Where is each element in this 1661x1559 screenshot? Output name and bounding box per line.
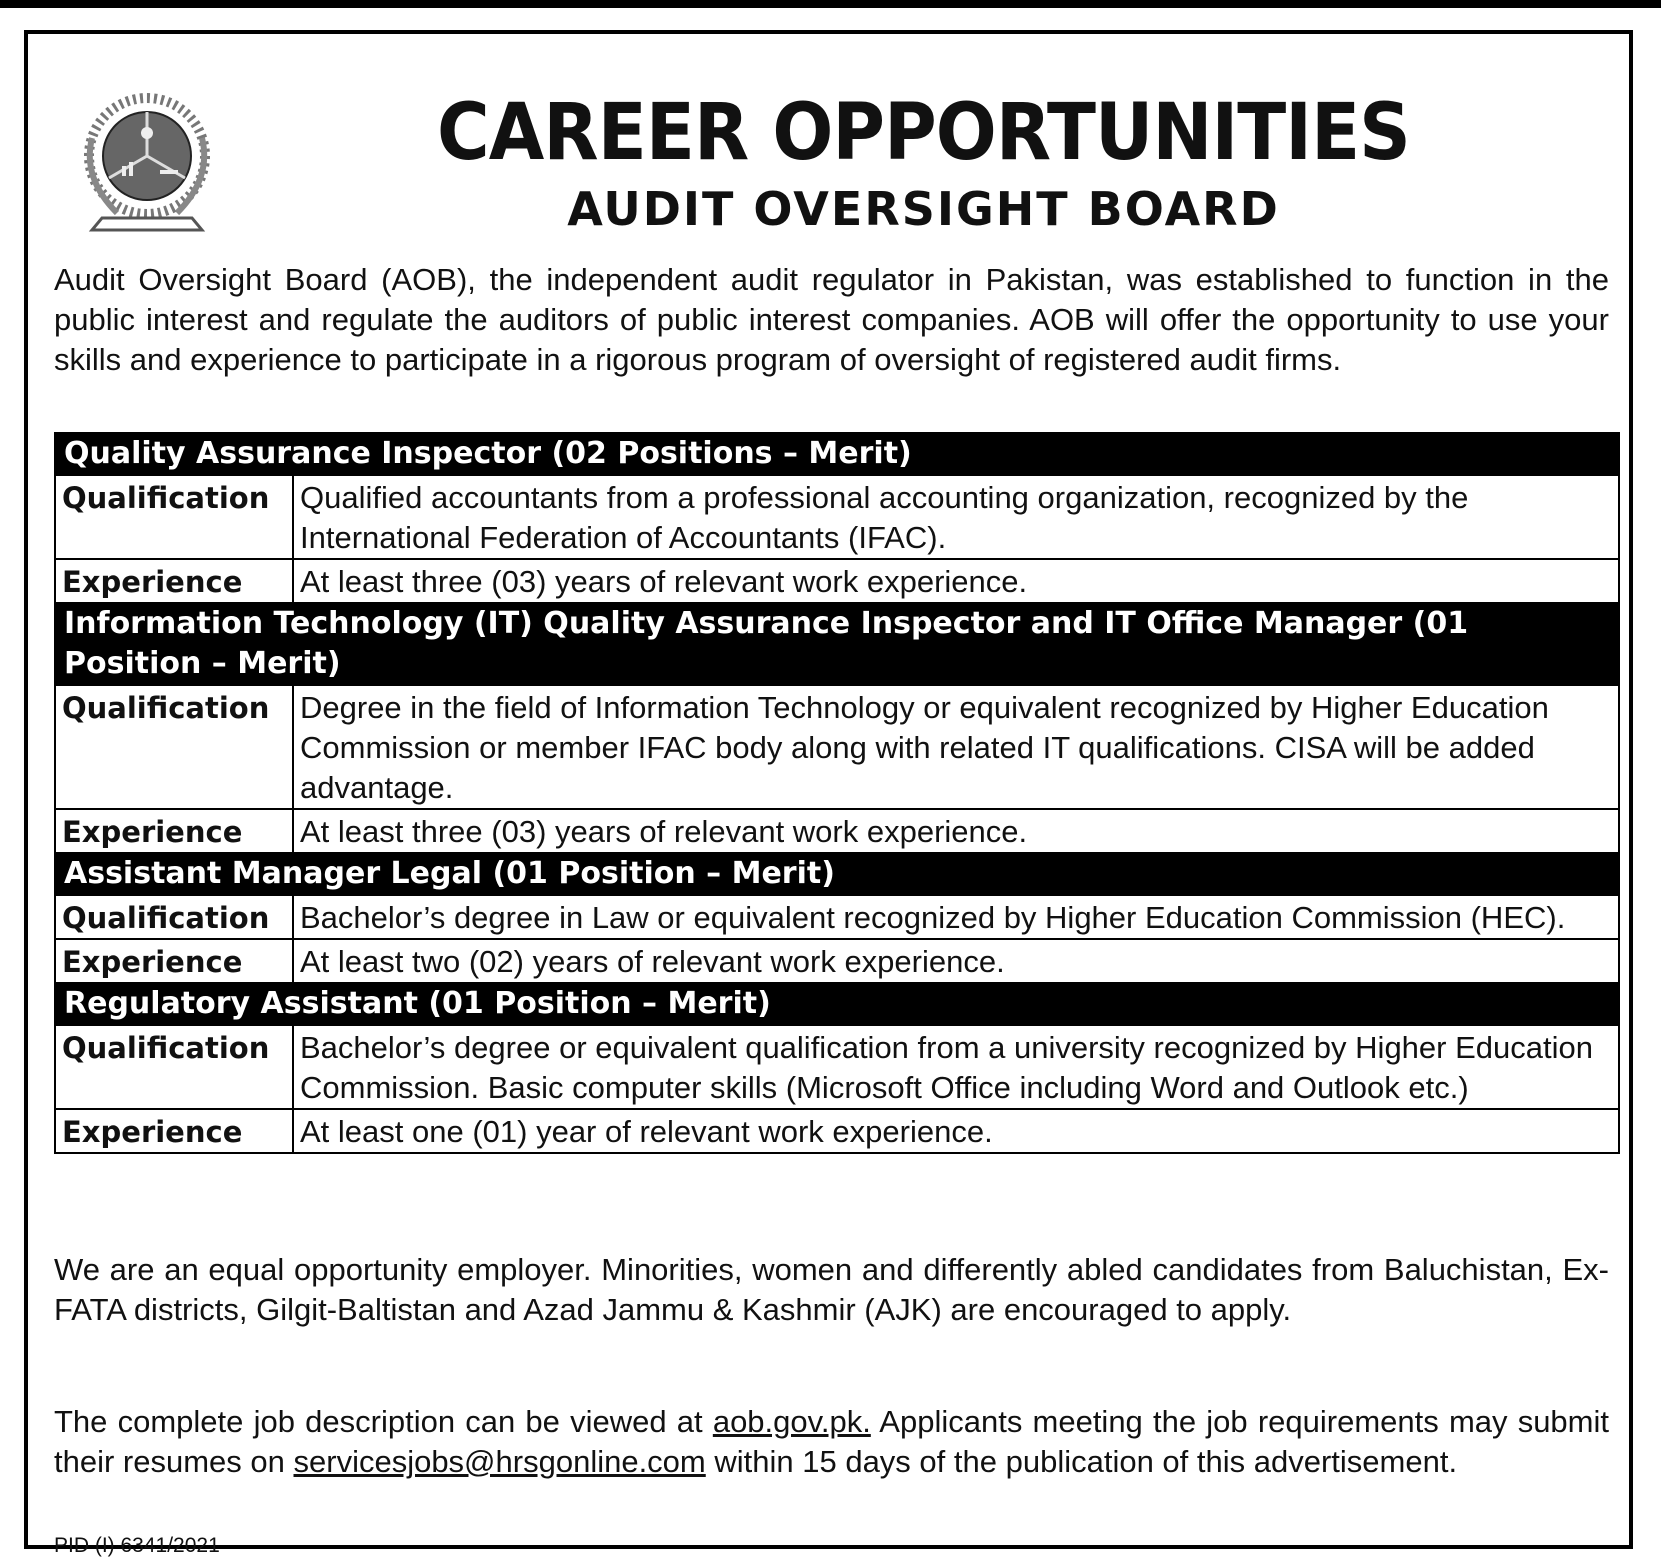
- qualification-text: Degree in the field of Information Technology or equivalent recognized by Higher Education Commission or member IFAC body along with related IT qualifications. CISA will be added advantage.: [293, 685, 1619, 809]
- experience-row: [55, 939, 1619, 983]
- experience-label: Experience: [55, 559, 293, 603]
- qualification-text: Qualified accountants from a professional accounting organization, recognized by the International Federation of Accountants (IFAC).: [293, 475, 1619, 559]
- qualification-row: [55, 895, 1619, 939]
- qualification-label: Qualification: [55, 685, 293, 809]
- experience-text: At least three (03) years of relevant work experience.: [293, 559, 1619, 603]
- organization-name: AUDIT OVERSIGHT BOARD: [567, 182, 1280, 236]
- apply-text-2: Applicants meeting the job requirements may submit their resumes on: [54, 1404, 1609, 1479]
- qualification-text: Bachelor’s degree or equivalent qualification from a university recognized by Higher Education Commission. Basic computer skills (Microsoft Office including Word and Outlook etc.): [293, 1025, 1619, 1109]
- application-instructions: [54, 1402, 1609, 1482]
- qualification-label: Qualification: [55, 1025, 293, 1109]
- qualification-row: [55, 685, 1619, 809]
- experience-text: At least one (01) year of relevant work experience.: [293, 1109, 1619, 1153]
- qualification-text: Bachelor’s degree in Law or equivalent recognized by Higher Education Commission (HEC).: [293, 895, 1619, 939]
- experience-row: [55, 809, 1619, 853]
- website-link[interactable]: aob.gov.pk.: [712, 1404, 871, 1439]
- apply-text-3: within 15 days of the publication of this advertisement.: [705, 1444, 1458, 1479]
- position-header-row: [55, 433, 1619, 475]
- advertisement-frame: [24, 30, 1633, 1557]
- equal-opportunity-statement: We are an equal opportunity employer. Minorities, women and differently abled candidates from Baluchistan, Ex-FATA districts, Gilgit-Baltistan and Azad Jammu & Kashmir (AJK) are encouraged to apply.: [54, 1252, 1609, 1327]
- apply-text-1: The complete job description can be viewed at: [54, 1404, 713, 1439]
- position-header-row: [55, 603, 1619, 685]
- position-header-row: [55, 853, 1619, 895]
- email-link[interactable]: servicesjobs@hrsgonline.com: [293, 1444, 706, 1479]
- qualification-row: [55, 475, 1619, 559]
- position-title: Information Technology (IT) Quality Assurance Inspector and IT Office Manager (01 Position – Merit): [55, 603, 1619, 685]
- positions-table: [54, 432, 1620, 1154]
- experience-text: At least three (03) years of relevant work experience.: [293, 809, 1619, 853]
- intro-paragraph: Audit Oversight Board (AOB), the independent audit regulator in Pakistan, was established to function in the public interest and regulate the auditors of public interest companies. AOB will offer the opportunity to use your skills and experience to participate in a rigorous program of oversight of registered audit firms.: [54, 262, 1609, 377]
- position-title: Assistant Manager Legal (01 Position – Merit): [55, 853, 1619, 895]
- aob-emblem-icon: [62, 78, 232, 248]
- experience-label: Experience: [55, 1109, 293, 1153]
- position-title: Regulatory Assistant (01 Position – Merit): [55, 983, 1619, 1025]
- experience-label: Experience: [55, 939, 293, 983]
- position-title: Quality Assurance Inspector (02 Positions – Merit): [55, 433, 1619, 475]
- experience-label: Experience: [55, 809, 293, 853]
- position-header-row: [55, 983, 1619, 1025]
- experience-row: [55, 1109, 1619, 1153]
- experience-text: At least two (02) years of relevant work experience.: [293, 939, 1619, 983]
- publication-id: PID (I) 6341/2021: [54, 1534, 220, 1557]
- top-rule: [0, 0, 1661, 8]
- qualification-label: Qualification: [55, 475, 293, 559]
- page-title: CAREER OPPORTUNITIES: [437, 88, 1410, 178]
- experience-row: [55, 559, 1619, 603]
- qualification-label: Qualification: [55, 895, 293, 939]
- qualification-row: [55, 1025, 1619, 1109]
